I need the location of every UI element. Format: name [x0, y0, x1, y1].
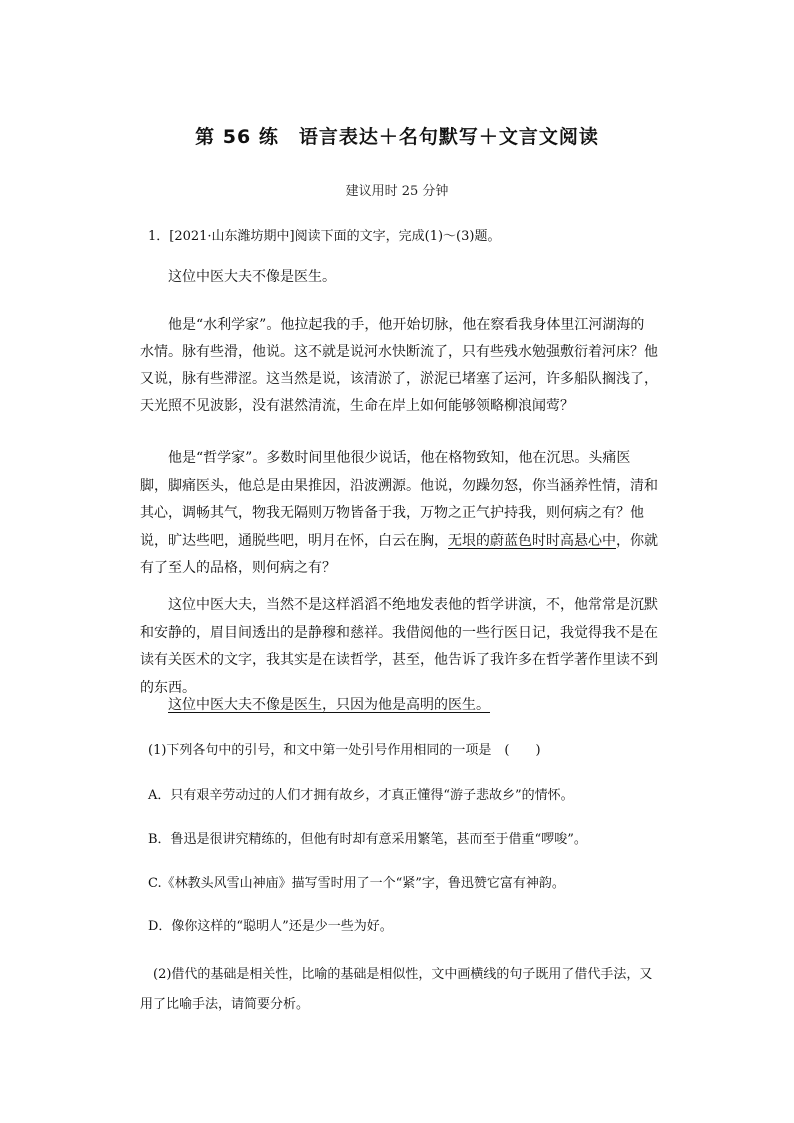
question-1-stem: (1)下列各句中的引号，和文中第一处引号作用相同的一项是 ( ): [148, 743, 541, 758]
option-d: D．像你这样的“聪明人”还是少一些为好。: [148, 919, 393, 934]
passage-paragraph-3-text: 他是“哲学家”。多数时间里他很少说话，他在格物致知，他在沉思。头痛医脚，脚痛医头，他总是由果推因，沿波溯源。他说，勿躁勿怒，你当涵养性情，清和其心，调畅其气，物我无隔则万物皆备于我，万物之正气护持我，则何病之有？他说，旷达些吧，通脱些吧，明月在怀，白云在胸，: [140, 450, 658, 549]
underlined-sentence: 无垠的蔚蓝色时时高悬心中: [448, 532, 616, 549]
suggested-time: 建议用时 25 分钟: [345, 184, 449, 199]
passage-paragraph-2: 他是“水利学家”。他拉起我的手，他开始切脉，他在察看我身体里江河湖海的水情。脉有些滑，他说。这不就是说河水快断流了，只有些残水勉强敷衍着河床？他又说，脉有些滞涩。这当然是说，该清淤了，淤泥已堵塞了运河，许多船队搁浅了，天光照不见波影，没有湛然清流，生命在岸上如何能够领略柳浪闻莺？: [140, 317, 658, 414]
option-c: C.《林教头风雪山神庙》描写雪时用了一个“紧”字，鲁迅赞它富有神韵。: [148, 876, 565, 891]
passage-paragraph-4: 这位中医大夫，当然不是这样滔滔不绝地发表他的哲学讲演，不，他常常是沉默和安静的，眉目间透出的是静穆和慈祥。我借阅他的一些行医日记，我觉得我不是在读有关医术的文字，我其实是在读哲学，甚至，他告诉了我许多在哲学著作里读不到的东西。: [140, 597, 658, 696]
passage-paragraph-3-end: ，你就有了至人的品格，则何病之有？: [140, 532, 658, 576]
option-a: A．只有艰辛劳动过的人们才拥有故乡，才真正懂得“游子悲故乡”的情怀。: [148, 788, 574, 803]
passage-paragraph-1: 这位中医大夫不像是医生。: [168, 269, 336, 285]
question-2-stem: (2)借代的基础是相关性，比喻的基础是相似性，文中画横线的句子既用了借代手法，又用了比喻手法，请简要分析。: [140, 967, 653, 1012]
option-b: B．鲁迅是很讲究精练的，但他有时却有意采用繁笔，甚而至于借重“啰唆”。: [148, 832, 587, 847]
passage-paragraph-5-text: 这位中医大夫不像是医生，只因为他是高明的医生。: [168, 697, 490, 713]
passage-paragraph-5: [168, 692, 658, 719]
question-intro: 1．[2021·山东潍坊期中]阅读下面的文字，完成(1)～(3)题。: [148, 229, 501, 244]
page-title: 第 56 练 语言表达＋名句默写＋文言文阅读: [195, 126, 599, 148]
passage-paragraph-3: [140, 445, 658, 583]
